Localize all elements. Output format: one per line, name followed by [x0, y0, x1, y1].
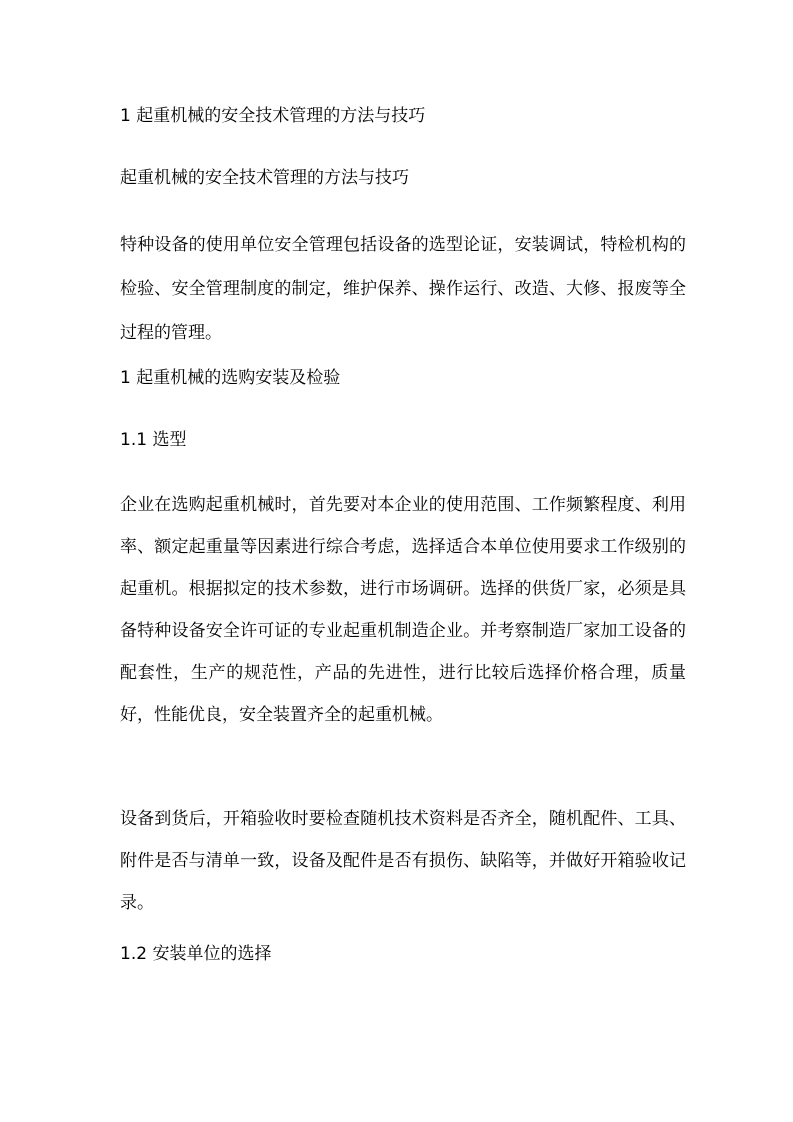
intro-paragraph: 特种设备的使用单位安全管理包括设备的选型论证，安装调试，特检机构的检验、安全管理制度的制定，维护保养、操作运行、改造、大修、报废等全过程的管理。	[120, 235, 686, 343]
document-heading: 1 起重机械的安全技术管理的方法与技巧	[120, 106, 426, 126]
section-1-2-heading: 1.2 安装单位的选择	[120, 944, 272, 964]
section-1-1-paragraph-2: 设备到货后，开箱验收时要检查随机技术资料是否齐全，随机配件、工具、附件是否与清单一致，设备及配件是否有损伤、缺陷等，并做好开箱验收记录。	[120, 809, 686, 913]
document-title: 起重机械的安全技术管理的方法与技巧	[120, 168, 409, 188]
section-1-1-heading: 1.1 选型	[120, 430, 187, 450]
section-1-heading: 1 起重机械的选购安装及检验	[120, 368, 341, 388]
section-1-1-paragraph-1: 企业在选购起重机械时，首先要对本企业的使用范围、工作频繁程度、利用率、额定起重量等因素进行综合考虑，选择适合本单位使用要求工作级别的起重机。根据拟定的技术参数，进行市场调研。选择的供货厂家，必须是具备特种设备安全许可证的专业起重机制造企业。并考察制造厂家加工设备的配套性，生产的规范性，产品的先进性，进行比较后选择价格合理，质量好，性能优良，安全装置齐全的起重机械。	[120, 495, 686, 725]
